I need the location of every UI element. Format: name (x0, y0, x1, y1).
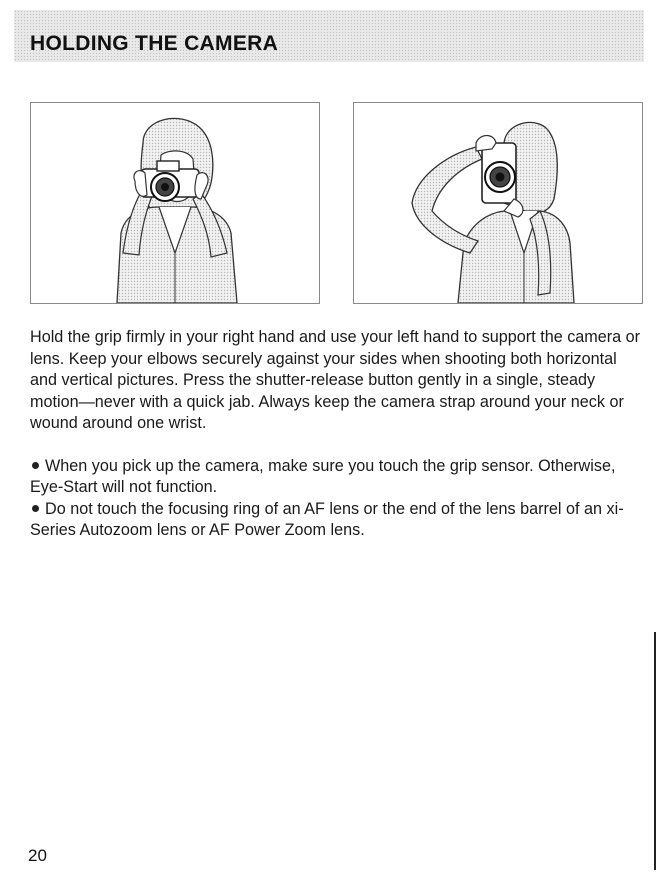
page-title: HOLDING THE CAMERA (30, 32, 279, 55)
bullet-icon (32, 462, 39, 469)
note-focusing-ring-text: Do not touch the focusing ring of an AF lens or the end of the lens barrel of an xi-Series Autozoom lens or AF Power Zoom lens. (30, 499, 624, 539)
illustration-vertical-hold (353, 102, 643, 304)
holding-instructions-paragraph: Hold the grip firmly in your right hand and use your left hand to support the camera or lens. Keep your elbows securely against your sides when shooting both horizontal and vertical pictures. Press the shutter-release button gently in a single, steady motion—never with a quick jab. Always keep the camera strap around your neck or wound around one wrist. (30, 328, 641, 432)
page-number: 20 (28, 846, 47, 865)
note-grip-sensor (30, 456, 644, 499)
horizontal-hold-drawing (31, 103, 319, 303)
illustration-horizontal-hold (30, 102, 320, 304)
bullet-icon (32, 505, 39, 512)
instructions-text (30, 327, 644, 542)
note-grip-sensor-text: When you pick up the camera, make sure you touch the grip sensor. Otherwise, Eye-Start will not function. (30, 456, 616, 496)
page-edge-line (654, 632, 656, 870)
note-focusing-ring (30, 499, 644, 542)
vertical-hold-drawing (354, 103, 642, 303)
